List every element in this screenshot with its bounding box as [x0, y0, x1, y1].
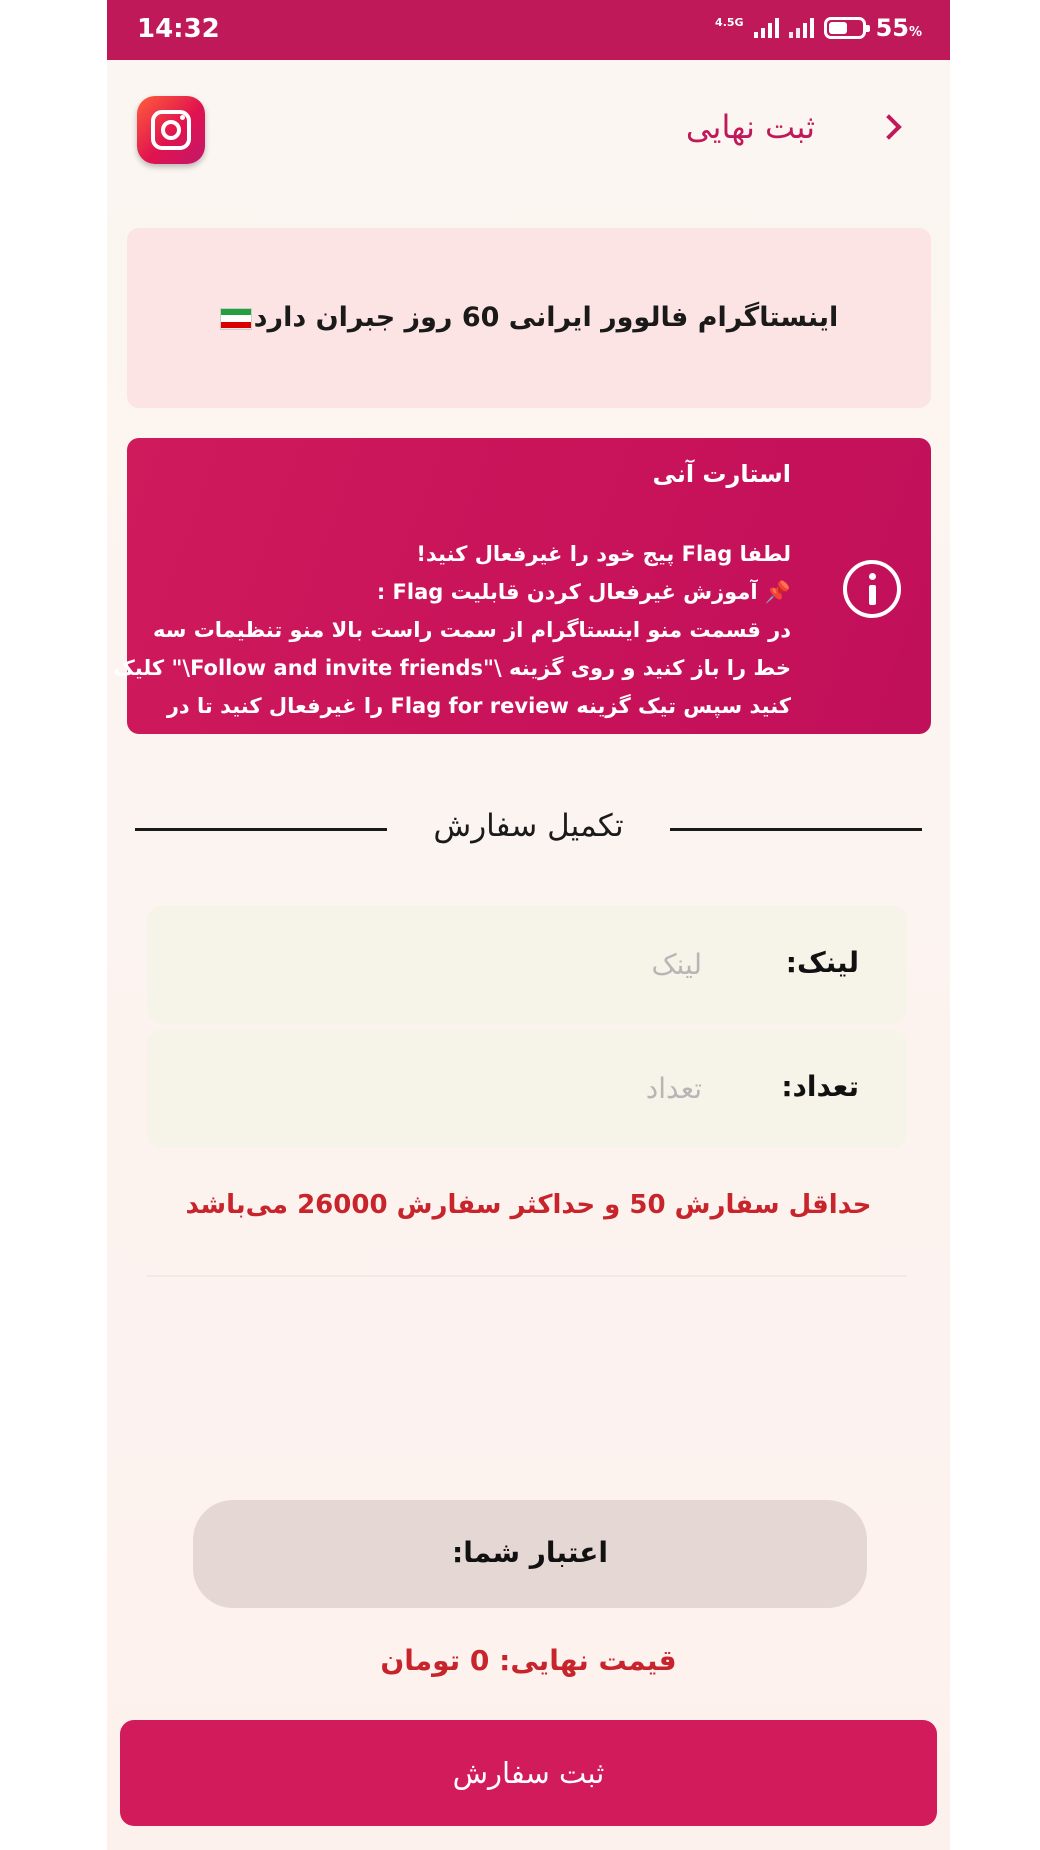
battery-icon — [824, 17, 866, 39]
submit-order-button[interactable]: ثبت سفارش — [120, 1720, 937, 1826]
credit-box — [193, 1500, 867, 1608]
instagram-icon — [137, 96, 205, 164]
divider — [147, 1275, 907, 1277]
info-line: 📌 آموزش غیرفعال کردن قابلیت Flag : — [376, 580, 791, 604]
signal-icon-2 — [789, 18, 814, 38]
link-input[interactable] — [202, 936, 702, 992]
section-title: تکمیل سفارش — [433, 808, 624, 844]
count-input[interactable] — [202, 1060, 702, 1116]
final-price: قیمت نهایی: 0 تومان — [380, 1644, 677, 1677]
info-line: در قسمت منو اینستاگرام از سمت راست بالا منو تنظیمات سه — [153, 618, 791, 642]
link-label: لینک: — [785, 946, 859, 979]
info-body — [113, 535, 791, 725]
count-label: تعداد: — [781, 1070, 859, 1103]
link-field — [147, 906, 907, 1024]
info-icon — [843, 560, 901, 618]
phone-screen — [107, 0, 950, 1850]
chevron-right-icon[interactable] — [876, 114, 901, 139]
network-type: 4.5G — [715, 15, 744, 29]
notice-text: اینستاگرام فالوور ایرانی 60 روز جبران دارد — [127, 302, 931, 333]
info-line: لطفا Flag پیج خود را غیرفعال کنید! — [416, 542, 791, 566]
info-line: خط را باز کنید و روی گزینه \"Follow and invite friends\" کلیک — [113, 656, 791, 680]
info-card — [113, 438, 931, 734]
status-time: 14:32 — [137, 14, 220, 44]
battery-level: 55% — [875, 14, 922, 42]
iran-flag-icon — [220, 308, 252, 330]
order-limit-note: حداقل سفارش 50 و حداکثر سفارش 26000 می‌باشد — [185, 1190, 872, 1220]
credit-label: اعتبار شما: — [452, 1536, 608, 1569]
info-line: کنید سپس تیک گزینه Flag for review را غیرفعال کنید تا در — [166, 694, 791, 718]
status-bar — [107, 0, 950, 60]
info-title: استارت آنی — [652, 460, 791, 488]
signal-icon — [754, 18, 779, 38]
page-title: ثبت نهایی — [685, 108, 815, 146]
status-icons — [715, 14, 922, 42]
count-field — [147, 1030, 907, 1148]
section-divider-right — [670, 828, 922, 831]
notice-card — [127, 228, 931, 408]
